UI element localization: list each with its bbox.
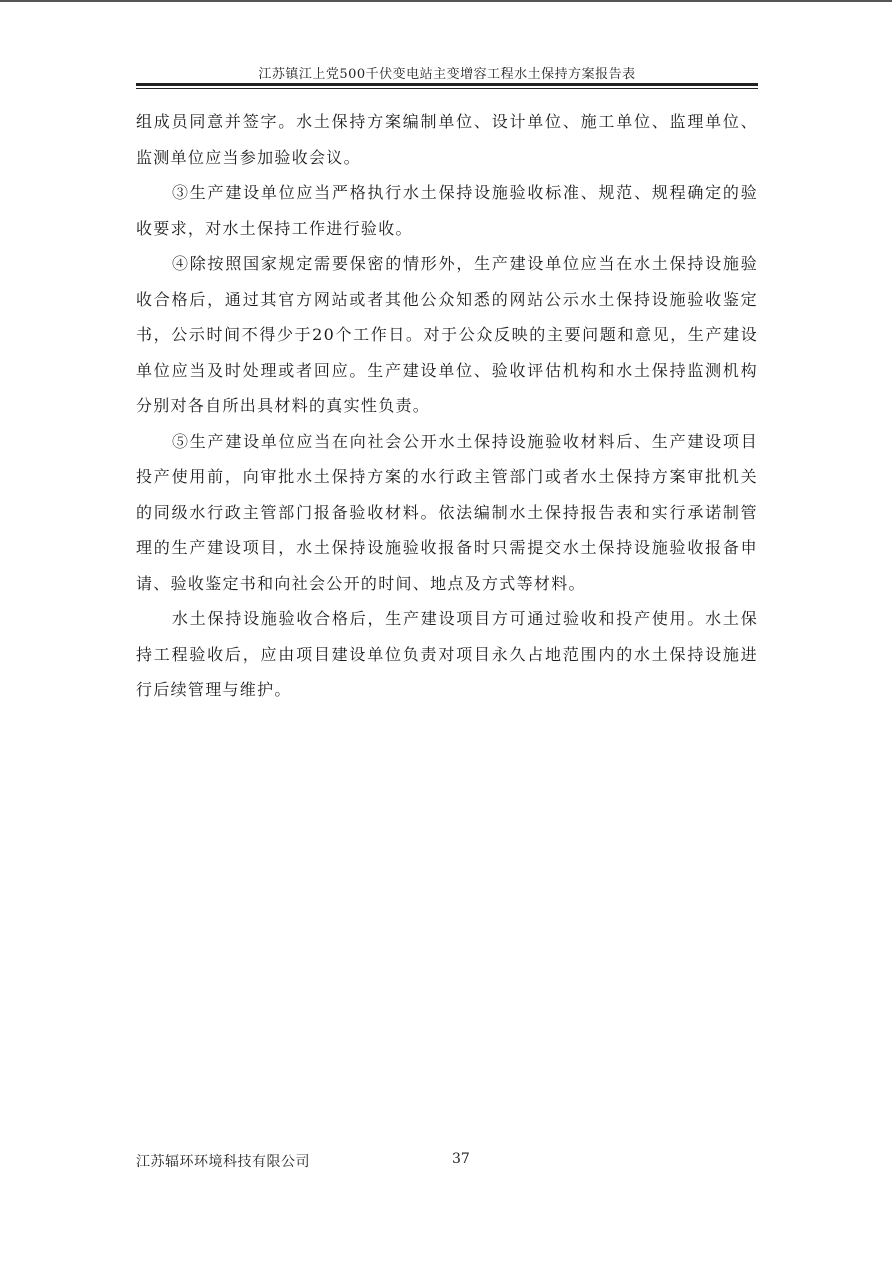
page-top-border xyxy=(0,0,892,2)
paragraph-item-5: ⑤生产建设单位应当在向社会公开水土保持设施验收材料后、生产建设项目投产使用前，向审批水土保持方案的水行政主管部门或者水土保持方案审批机关的同级水行政主管部门报备验收材料。依法编制水土保持报告表和实行承诺制管理的生产建设项目，水土保持设施验收报备时只需提交水土保持设施验收报备申请、验收鉴定书和向社会公开的时间、地点及方式等材料。 xyxy=(136,431,758,593)
document-header-title: 江苏镇江上党500千伏变电站主变增容工程水土保持方案报告表 xyxy=(258,67,636,82)
document-body xyxy=(136,104,758,708)
paragraph-item-3: ③生产建设单位应当严格执行水土保持设施验收标准、规范、规程确定的验收要求，对水土保持工作进行验收。 xyxy=(136,183,758,238)
footer-page-number: 37 xyxy=(452,1151,470,1167)
footer-company-name: 江苏辐环环境科技有限公司 xyxy=(136,1154,310,1170)
paragraph-item-4: ④除按照国家规定需要保密的情形外，生产建设单位应当在水土保持设施验收合格后，通过其官方网站或者其他公众知悉的网站公示水土保持设施验收鉴定书，公示时间不得少于20个工作日。对于公众反映的主要问题和意见，生产建设单位应当及时处理或者回应。生产建设单位、验收评估机构和水土保持监测机构分别对各自所出具材料的真实性负责。 xyxy=(136,254,758,415)
paragraph-continuation: 组成员同意并签字。水土保持方案编制单位、设计单位、施工单位、监理单位、监测单位应当参加验收会议。 xyxy=(136,112,758,167)
paragraph-maintenance: 水土保持设施验收合格后，生产建设项目方可通过验收和投产使用。水土保持工程验收后，应由项目建设单位负责对项目永久占地范围内的水土保持设施进行后续管理与维护。 xyxy=(136,609,758,699)
header-rule-thick xyxy=(136,83,758,86)
header-rule-thin xyxy=(136,88,758,89)
